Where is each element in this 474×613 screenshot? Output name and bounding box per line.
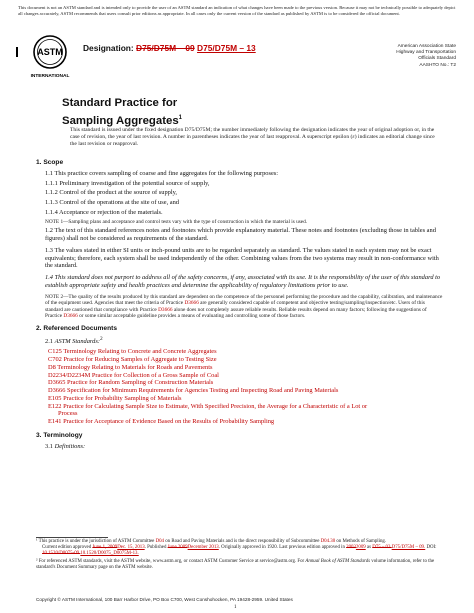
fn1-old-designation: D75 – 03. [372,545,392,550]
fn1-edition-text-c: . Originally approved in 1920. Last previous edition approved in [218,545,347,550]
reference-title: Practice for Reducing Samples of Aggregate to Testing Size [61,355,217,363]
designation-new: D75/D75M – 13 [197,43,256,53]
section-heading-references: 2. Referenced Documents [36,325,117,333]
document-title [62,96,182,128]
fn1-old-previous: 2003 [346,545,356,550]
body-text [36,159,444,453]
reference-item[interactable] [36,395,444,403]
para-2-1-number: 2.1 [45,338,55,346]
note-2-ref-d3666[interactable]: D3666 [63,312,78,319]
para-1-1-2: 1.1.2 Control of the product at the source of supply, [45,189,177,197]
section-heading-scope: 1. Scope [36,159,64,166]
fn1-new-published: December 2013 [187,545,219,550]
fn1-text-a: ¹ This practice is under the jurisdiction of ASTM Committee [36,539,156,544]
fn2-text-b: volume information, refer to the standard's Document Summary page on the ASTM website. [36,559,435,570]
fn2-book-title: Annual Book of ASTM Standards [305,559,371,564]
fn1-edition-text-b: . Published [144,545,168,550]
fn1-text-c: on Methods of Sampling. [335,539,387,544]
logo-sub: INTERNATIONAL [30,74,70,79]
reference-title: Practice for Collection of a Gross Sample of Coal [90,371,219,379]
reference-item[interactable] [36,364,444,372]
aashto-line: American Association State [397,44,456,49]
reference-code[interactable]: D8 [48,363,56,371]
para-1-1-3: 1.1.3 Control of the operations at the site of use, and [45,199,179,207]
change-bar [16,47,18,57]
reference-item-continuation: Process [58,410,78,418]
para-1-3: 1.3 The values stated in either SI units or inch-pound units are to be regarded separately as standard. The values stated in each system may not be exact equivalents; therefore, each system shall be used independently of the other. Combining values from the two systems may result in non-conformance with the standard. [45,246,439,270]
section-heading-terminology: 3. Terminology [36,432,83,440]
copyright-line: Copyright © ASTM International, 100 Barr Harbor Drive, PO Box C700, West Conshohocken, PA 19428-2959. United States [36,597,293,602]
note-2-text-d: or some similar acceptable guideline provides a means of evaluating and controlling some of those factors. [77,312,306,319]
page-number: 1 [234,605,237,610]
note-2-text-a: NOTE 2—The quality of the results produced by this standard are dependent on the competence of the personnel performing the procedure and the capability, calibration, and maintenance of the equipment used. Agencies that meet the criteria of Practice [45,293,443,307]
reference-item[interactable] [36,379,444,387]
aashto-line: AASHTO No.: T2 [419,62,456,68]
title-text: Sampling Aggregates [62,114,179,127]
para-1-2: 1.2 The text of this standard references notes and footnotes which provide explanatory material. These notes and footnotes (excluding those in tables and figures) shall not be considered as requirements of the standard. [45,227,436,242]
para-1-4: 1.4 This standard does not purport to address all of the safety concerns, if any, associated with its use. It is the responsibility of the user of this standard to establish appropriate safety and health practices and determine the applicability of regulatory limitations prior to use. [45,274,441,289]
fn1-edition-text-a: Current edition approved [42,545,93,550]
fn2-text-a: ² For referenced ASTM standards, visit the ASTM website, www.astm.org, or contact ASTM Customer Service at service@astm.org. For [36,559,306,564]
reference-title: Specification for Minimum Requirements for Agencies Testing and Inspecting Road and Paving Materials [65,387,339,395]
fn1-new-doi: 10.1520/D0075_D0075M-13. [80,551,139,556]
logo-letters: ASTM [37,47,63,57]
reference-code[interactable]: E141 [48,418,62,426]
aashto-line: Highway and Transportation [396,50,456,56]
para-2-1 [36,336,444,346]
fn1-doi-label: DOI: [425,545,437,550]
designation [83,43,256,53]
reference-title: Practice for Calculating Sample Size to Estimate, With Specified Precision, the Average for a Characteristic of a Lot or [61,402,368,410]
fn1-new-date: Dec. 15, 2013 [117,545,145,550]
para-1-1: 1.1 This practice covers sampling of coarse and fine aggregates for the following purposes: [45,169,279,177]
note-2-text-b: are generally considered capable of competent and objective testing/sampling/inspection/etc. Users of this standard are cautioned that compliance with Practice [45,300,425,313]
designation-old: D75/D75M – 09 [136,43,195,53]
reference-item[interactable] [36,356,444,364]
reference-item[interactable] [36,403,444,411]
reference-code[interactable]: D3665 [48,379,66,387]
fn1-subcommittee-link[interactable]: D04.30 [320,539,336,544]
note-2-ref-d3666[interactable]: D3666 [184,300,199,307]
reference-code[interactable]: E122 [48,402,62,410]
note-2-text-c: alone does not completely assure reliable results. Reliable results depend on many factors; following the suggestions of Practice [45,306,427,319]
para-3-1 [36,443,444,451]
reference-code[interactable]: E105 [48,394,62,402]
reference-title: Terminology Relating to Materials for Roads and Pavements [55,363,213,371]
title-footnote-mark: 1 [178,114,183,121]
aashto-block [396,44,456,69]
fn1-edition-text-d: as [365,545,373,550]
fn1-old-doi: 10.1520/D0075-09. [42,551,81,556]
reference-title: Terminology Relating to Concrete and Concrete Aggregates [61,348,217,356]
title-line-1: Standard Practice for [62,97,178,109]
reference-code[interactable]: D3666 [48,387,66,395]
reference-title: Practice for Probability Sampling of Materials [61,394,182,402]
footnote-rule [36,537,108,538]
para-2-1-label: ASTM Standards: [54,338,100,346]
fn1-old-published: June 2009 [167,545,188,550]
reference-item[interactable] [36,387,444,395]
reference-item[interactable] [36,348,444,356]
para-1-1-4: 1.1.4 Acceptance or rejection of the materials. [45,208,163,216]
document-notice: This document is not an ASTM standard and is intended only to provide the user of an ASTM standard an indication of what changes have been made to the previous version. Because it may not be technically possible to adequately depict all changes accurately, ASTM recommends that users consult prior editions as appropriate. In all cases only the current version of the standard as published by ASTM is to be considered the official document. [18,5,456,16]
reference-code[interactable]: D2234/D2234M [48,371,91,379]
astm-logo [30,34,70,80]
fn1-new-previous: 2009 [355,545,366,550]
reference-item[interactable] [36,372,444,380]
reference-code[interactable]: C702 [48,355,62,363]
reference-title: Practice for Acceptance of Evidence Based on the Results of Probability Sampling [61,418,275,426]
aashto-line: Officials Standard [418,56,456,62]
fn1-text-b: on Road and Paving Materials and is the direct responsibility of Subcommittee [164,539,321,544]
title-line-2 [62,111,182,128]
preamble: This standard is issued under the fixed designation D75/D75M; the number immediately following the designation indicates the year of original adoption or, in the case of revision, the year of last revision. A number in parentheses indicates the year of last reapproval. A superscript epsilon (ε) indicates an editorial change since the last revision or reapproval. [70,127,435,147]
footnotes [36,539,440,571]
note-2-ref-d3666[interactable]: D3666 [158,306,173,313]
note-1: NOTE 1—Sampling plans and acceptance and control tests vary with the type of construction in which the material is used. [45,218,308,225]
reference-item[interactable] [36,418,444,426]
note-2 [36,294,444,320]
fn1-new-designation: D75/D75M – 09. [391,545,426,550]
footnote-mark-2: 2 [99,336,103,343]
footnote-2 [36,559,440,571]
designation-label: Designation: [83,43,134,53]
reference-code[interactable]: C125 [48,348,62,356]
reference-title: Practice for Random Sampling of Construction Materials [65,379,214,387]
fn1-old-date: June 1, 2009 [92,545,118,550]
para-3-1-label: Definitions: [54,442,86,450]
para-1-1-1: 1.1.1 Preliminary investigation of the potential source of supply, [45,179,210,187]
para-3-1-number: 3.1 [45,442,55,450]
fn1-committee-link[interactable]: D04 [155,539,164,544]
footnote-1-edition [36,545,440,557]
